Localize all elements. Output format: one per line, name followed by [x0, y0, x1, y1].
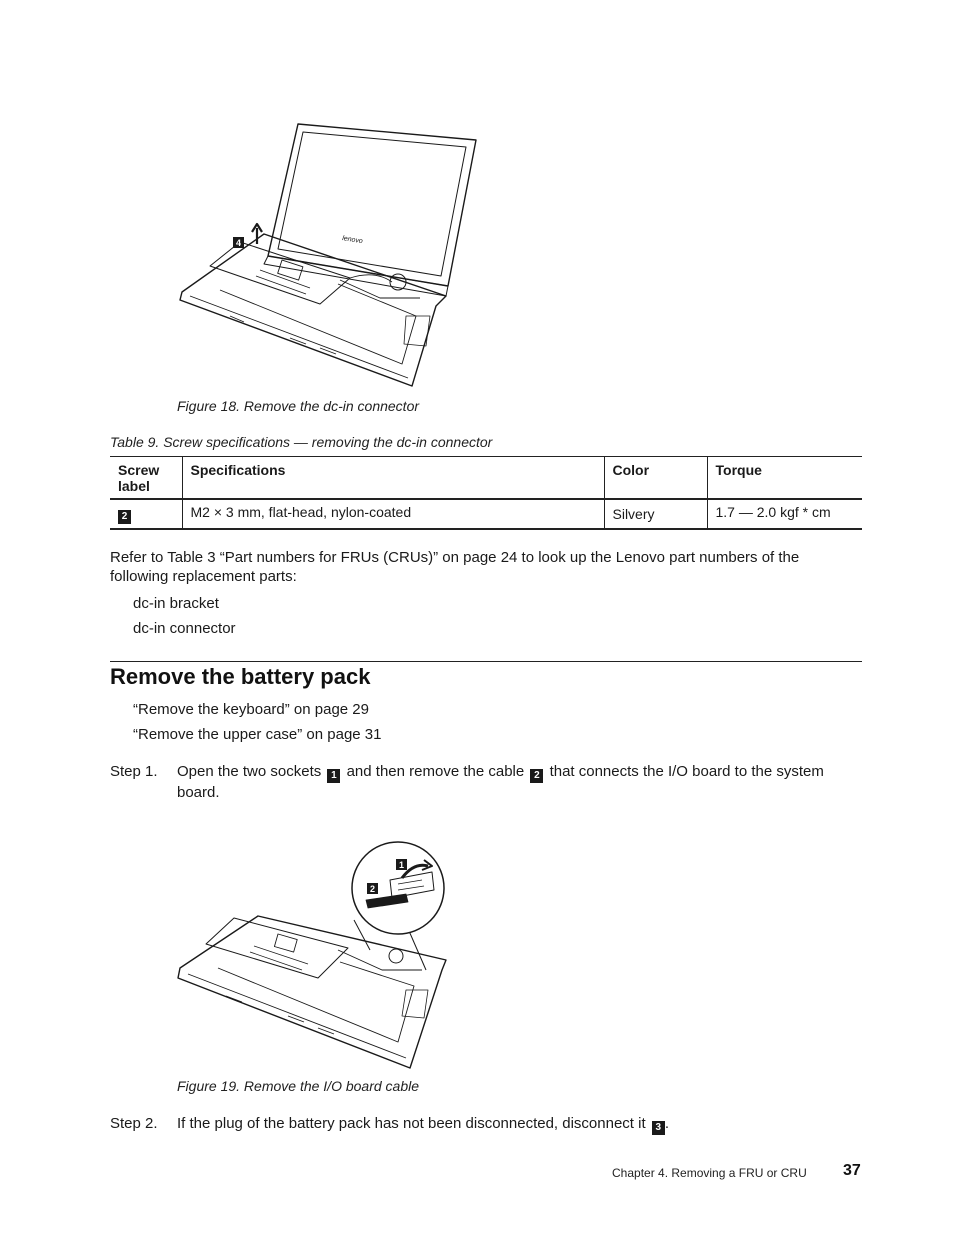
cell-color: Silvery — [604, 499, 707, 529]
footer-chapter: Chapter 4. Removing a FRU or CRU — [612, 1166, 807, 1180]
table-9-caption: Table 9. Screw specifications — removing the dc-in connector — [110, 434, 493, 450]
step-2-label: Step 2. — [110, 1115, 158, 1132]
socket-callout-badge: 1 — [327, 769, 340, 783]
cell-torque: 1.7 — 2.0 kgf * cm — [707, 499, 862, 529]
step-1-text-c: that connects the I/O board to the system board. — [177, 763, 824, 801]
step-2-text — [177, 1114, 862, 1135]
figure-19-callout-1 — [396, 859, 407, 870]
prereq-link-upper-case[interactable]: “Remove the upper case” on page 31 — [133, 726, 382, 743]
step-2-text-main: If the plug of the battery pack has not been disconnected, disconnect it — [177, 1115, 646, 1132]
section-title: Remove the battery pack — [110, 664, 371, 689]
cable-callout-badge: 2 — [530, 769, 543, 783]
footer-page-number: 37 — [843, 1162, 861, 1179]
step-1-text-a: Open the two sockets — [177, 763, 322, 780]
header-color: Color — [604, 457, 707, 500]
svg-text:1: 1 — [398, 860, 405, 870]
cell-specification: M2 × 3 mm, flat-head, nylon-coated — [182, 499, 604, 529]
step-1-text — [177, 762, 862, 802]
screw-spec-table — [110, 456, 862, 530]
battery-plug-callout-badge: 3 — [652, 1121, 665, 1135]
step-2-text-tail: . — [664, 1115, 669, 1132]
step-1-label: Step 1. — [110, 763, 158, 780]
svg-text:2: 2 — [369, 884, 376, 894]
refer-paragraph: Refer to Table 3 “Part numbers for FRUs (CRUs)” on page 24 to look up the Lenovo part numbers of the following replacement parts: — [110, 549, 800, 585]
header-screw-label: Screw label — [110, 457, 182, 500]
prereq-link-keyboard[interactable]: “Remove the keyboard” on page 29 — [133, 701, 369, 718]
step-1-text-b: and then remove the cable — [346, 763, 525, 780]
figure-18-logo-text: lenovo — [341, 235, 364, 246]
cell-screw-label — [110, 499, 182, 529]
part-item-dc-in-bracket: dc-in bracket — [133, 595, 219, 612]
figure-18-illustration — [170, 120, 480, 392]
figure-18-caption: Figure 18. Remove the dc-in connector — [177, 398, 420, 414]
header-specifications: Specifications — [182, 457, 604, 500]
figure-18-callout-4 — [233, 237, 244, 248]
part-item-dc-in-connector: dc-in connector — [133, 620, 236, 637]
screw-label-badge: 2 — [118, 510, 131, 524]
section-divider — [110, 661, 862, 662]
figure-19-caption: Figure 19. Remove the I/O board cable — [177, 1078, 420, 1094]
table-header-row — [110, 457, 862, 500]
figure-19-illustration — [170, 838, 452, 1070]
header-torque: Torque — [707, 457, 862, 500]
table-row — [110, 499, 862, 529]
svg-text:4: 4 — [235, 238, 242, 248]
figure-19-callout-2 — [367, 883, 378, 894]
